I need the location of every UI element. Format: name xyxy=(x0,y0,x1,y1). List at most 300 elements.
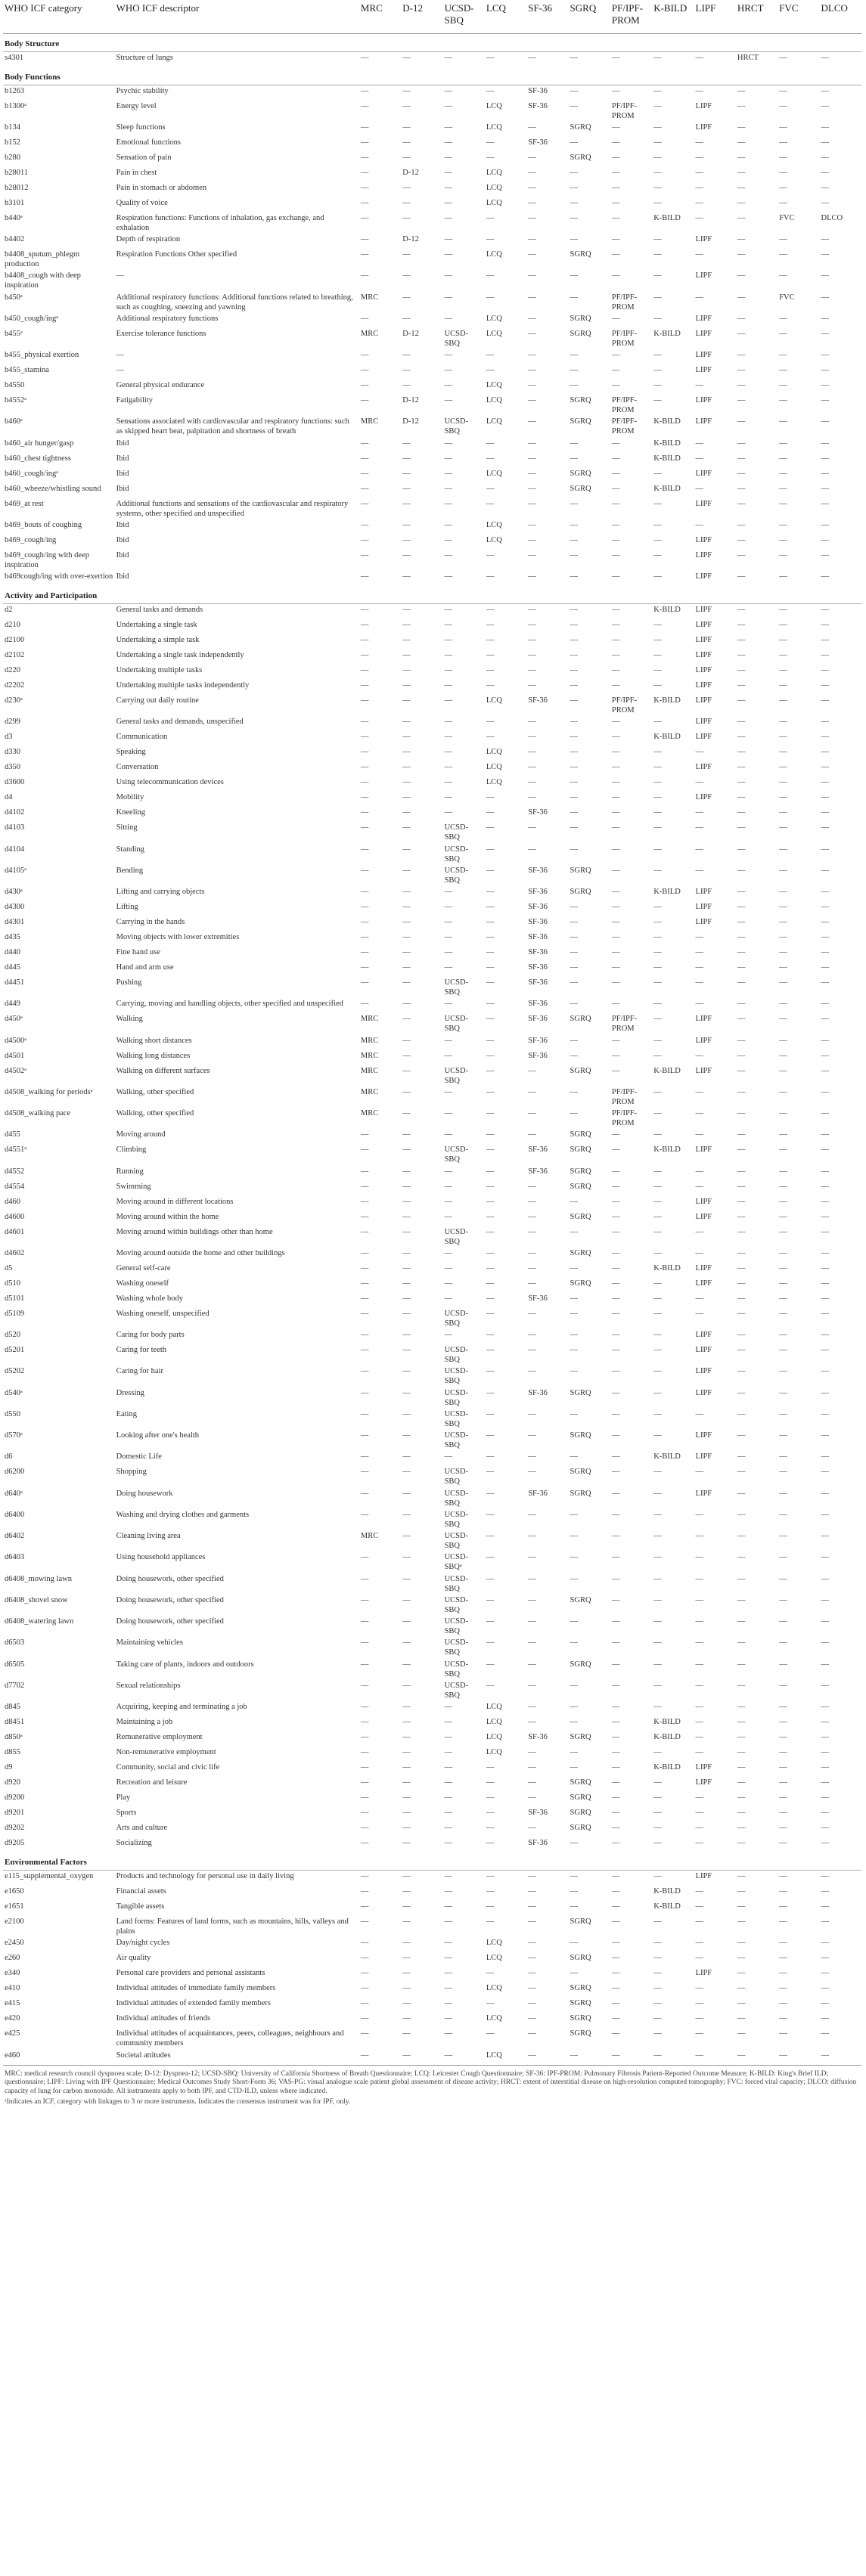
instrument-cell: — xyxy=(360,1182,369,1191)
instrument-cell: — xyxy=(611,198,620,207)
instrument-cell: — xyxy=(653,122,662,132)
instrument-cell: — xyxy=(444,1263,453,1273)
instrument-cell: — xyxy=(360,1872,369,1880)
instrument-cell: — xyxy=(821,1660,830,1669)
instrument-cell: — xyxy=(653,293,662,302)
instrument-cell: — xyxy=(653,1532,662,1540)
table-row xyxy=(3,1263,861,1278)
instrument-cell: — xyxy=(486,53,495,62)
instrument-cell: — xyxy=(486,1087,495,1096)
icf-descriptor-cell: Depth of respiration xyxy=(116,235,181,243)
footnote-a: ᵃIndicates an ICF, category with linkages to 3 or more instruments. Indicates the consensus instrument was for IPF, only. xyxy=(5,2098,351,2106)
instrument-cell: — xyxy=(821,1000,830,1009)
instrument-cell: — xyxy=(402,1595,411,1604)
instrument-cell: — xyxy=(653,1510,662,1519)
icf-descriptor-cell: Quality of voice xyxy=(116,198,168,207)
instrument-cell: — xyxy=(402,572,411,581)
instrument-cell: — xyxy=(402,122,411,132)
instrument-cell: — xyxy=(653,666,662,674)
instrument-cell: — xyxy=(611,550,620,560)
instrument-cell: — xyxy=(821,101,830,110)
table-row xyxy=(3,571,861,586)
instrument-cell: — xyxy=(611,1638,620,1648)
instrument-cell: — xyxy=(611,366,620,374)
instrument-cell: — xyxy=(402,1681,411,1690)
instrument-cell: MRC xyxy=(360,329,379,338)
instrument-cell: — xyxy=(737,1409,746,1418)
icf-descriptor-cell: Conversation xyxy=(116,763,159,772)
instrument-cell: — xyxy=(695,1595,704,1604)
table-row xyxy=(3,1792,861,1807)
icf-descriptor-cell: Doing housework, other specified xyxy=(116,1574,224,1583)
table-row xyxy=(3,197,861,212)
instrument-cell: — xyxy=(737,1763,746,1772)
instrument-cell: — xyxy=(737,1212,746,1221)
instrument-cell: — xyxy=(611,1809,620,1817)
instrument-cell: — xyxy=(444,1778,453,1787)
instrument-cell: — xyxy=(779,808,787,817)
icf-descriptor-cell: Energy level xyxy=(116,101,157,110)
instrument-cell: — xyxy=(737,454,746,463)
instrument-cell: — xyxy=(737,845,746,854)
instrument-cell: — xyxy=(779,1388,787,1397)
icf-descriptor-cell: Moving around within buildings other than home xyxy=(116,1227,273,1236)
instrument-cell: — xyxy=(737,535,746,544)
instrument-cell: — xyxy=(402,918,411,926)
instrument-cell: — xyxy=(444,138,453,147)
instrument-cell: K-BILD xyxy=(653,696,681,705)
instrument-cell: — xyxy=(402,1197,411,1206)
instrument-cell: — xyxy=(611,1839,620,1847)
icf-category-cell: d220 xyxy=(5,666,20,674)
icf-descriptor-cell: Financial assets xyxy=(116,1887,166,1896)
instrument-cell: — xyxy=(486,439,495,448)
instrument-cell: — xyxy=(653,2029,662,2038)
instrument-cell: SGRQ xyxy=(570,417,591,426)
instrument-cell: — xyxy=(737,2029,746,2038)
instrument-cell: — xyxy=(486,454,495,463)
instrument-cell: — xyxy=(570,778,579,787)
instrument-cell: — xyxy=(402,183,411,192)
instrument-cell: — xyxy=(528,1763,536,1772)
instrument-cell: — xyxy=(444,808,453,817)
instrument-cell: — xyxy=(402,1660,411,1669)
instrument-cell: — xyxy=(402,469,411,478)
instrument-cell: SGRQ xyxy=(570,1984,591,1993)
instrument-cell: — xyxy=(486,1595,495,1604)
instrument-cell: — xyxy=(821,1638,830,1648)
instrument-cell: — xyxy=(611,1197,620,1206)
instrument-cell: — xyxy=(779,1824,787,1832)
instrument-cell: — xyxy=(695,213,704,222)
instrument-cell: — xyxy=(821,535,830,544)
instrument-cell: — xyxy=(737,1109,746,1118)
instrument-cell: LCQ xyxy=(486,520,502,529)
icf-descriptor-cell: Moving around xyxy=(116,1130,166,1139)
icf-descriptor-cell: Carrying in the hands xyxy=(116,918,185,926)
instrument-cell: — xyxy=(444,1109,453,1118)
instrument-cell: — xyxy=(821,1388,830,1397)
instrument-cell: K-BILD xyxy=(653,1066,681,1075)
instrument-cell: — xyxy=(611,138,620,147)
instrument-cell: — xyxy=(653,138,662,147)
instrument-cell: LCQ xyxy=(486,314,502,323)
instrument-cell: — xyxy=(695,293,704,302)
instrument-cell: — xyxy=(821,396,830,405)
instrument-cell: — xyxy=(779,250,787,259)
instrument-cell: — xyxy=(570,86,579,95)
instrument-cell: — xyxy=(653,933,662,941)
instrument-cell: — xyxy=(821,1574,830,1583)
instrument-cell: K-BILD xyxy=(653,1452,681,1462)
instrument-cell: — xyxy=(737,1051,746,1060)
instrument-cell: SGRQ xyxy=(570,1660,591,1669)
table-row xyxy=(3,1659,861,1680)
instrument-cell: LIPF xyxy=(695,621,712,629)
instrument-cell: — xyxy=(486,1015,495,1024)
instrument-cell: — xyxy=(737,1000,746,1009)
instrument-cell: — xyxy=(821,1839,830,1847)
icf-category-cell: d455 xyxy=(5,1130,20,1139)
instrument-cell: — xyxy=(779,621,787,629)
instrument-cell: — xyxy=(528,2014,536,2023)
table-row xyxy=(3,2013,861,2028)
instrument-cell: — xyxy=(528,153,536,162)
instrument-cell: — xyxy=(737,1489,746,1498)
instrument-cell: — xyxy=(402,1638,411,1648)
instrument-cell: — xyxy=(611,1872,620,1880)
instrument-cell: LIPF xyxy=(695,666,712,674)
instrument-cell: — xyxy=(737,606,746,614)
instrument-cell: — xyxy=(444,499,453,508)
instrument-cell: — xyxy=(360,381,369,389)
instrument-cell: — xyxy=(653,250,662,259)
instrument-cell: — xyxy=(486,1917,495,1926)
instrument-cell: — xyxy=(779,845,787,854)
instrument-cell: — xyxy=(570,499,579,508)
instrument-cell: — xyxy=(695,1574,704,1583)
instrument-cell: LIPF xyxy=(695,1197,712,1206)
instrument-cell: — xyxy=(611,484,620,493)
instrument-cell: SF-36 xyxy=(528,101,548,110)
icf-category-cell: b455ᵃ xyxy=(5,329,23,338)
icf-category-cell: d449 xyxy=(5,1000,20,1009)
instrument-cell: — xyxy=(528,1331,536,1339)
instrument-cell: — xyxy=(402,1824,411,1832)
instrument-cell: — xyxy=(486,1294,495,1303)
instrument-cell: — xyxy=(444,520,453,529)
instrument-cell: — xyxy=(653,1051,662,1060)
instrument-cell: SGRQ xyxy=(570,250,591,259)
instrument-cell: LIPF xyxy=(695,1346,712,1354)
instrument-cell: — xyxy=(528,1917,536,1926)
instrument-cell: — xyxy=(779,1999,787,2008)
instrument-cell: — xyxy=(402,1984,411,1993)
instrument-cell: — xyxy=(360,198,369,207)
instrument-cell: — xyxy=(653,1939,662,1948)
instrument-cell: LIPF xyxy=(695,396,712,405)
instrument-cell: UCSD-SBQ xyxy=(444,1532,469,1551)
instrument-cell: — xyxy=(737,1553,746,1562)
instrument-cell: — xyxy=(821,454,830,463)
instrument-cell: — xyxy=(611,748,620,757)
instrument-cell: — xyxy=(444,293,453,302)
instrument-cell: — xyxy=(779,636,787,644)
instrument-cell: — xyxy=(695,845,704,854)
icf-descriptor-cell: Cleaning living area xyxy=(116,1532,181,1540)
instrument-cell: — xyxy=(611,314,620,323)
icf-category-cell: e1651 xyxy=(5,1902,24,1911)
instrument-cell: SGRQ xyxy=(570,2029,591,2038)
instrument-cell: — xyxy=(486,1051,495,1060)
instrument-cell: — xyxy=(737,748,746,757)
icf-category-cell: e410 xyxy=(5,1984,20,1993)
table-row xyxy=(3,2028,861,2049)
instrument-cell: — xyxy=(486,1638,495,1648)
instrument-cell: — xyxy=(779,1212,787,1221)
instrument-cell: — xyxy=(570,1409,579,1418)
instrument-cell: — xyxy=(821,439,830,448)
instrument-cell: LCQ xyxy=(486,1984,502,1993)
instrument-cell: — xyxy=(737,1263,746,1273)
instrument-cell: — xyxy=(737,499,746,508)
instrument-cell: — xyxy=(359,2050,401,2066)
instrument-cell: — xyxy=(737,1279,746,1288)
instrument-cell: K-BILD xyxy=(653,1263,681,1273)
icf-category-cell: e2100 xyxy=(5,1917,24,1926)
instrument-cell: — xyxy=(737,1872,746,1880)
instrument-cell: — xyxy=(821,1887,830,1896)
instrument-cell: — xyxy=(528,1248,536,1257)
instrument-cell: — xyxy=(528,1532,536,1540)
instrument-cell: SF-36 xyxy=(528,1294,548,1303)
icf-descriptor-cell: Individual attitudes of immediate family members xyxy=(116,1984,276,1993)
instrument-cell: SF-36 xyxy=(528,866,548,875)
instrument-cell: — xyxy=(695,1130,704,1139)
icf-category-cell: d3600 xyxy=(5,778,25,787)
icf-category-cell: e425 xyxy=(5,2029,20,2038)
icf-category-cell: b450_cough/ingᵃ xyxy=(5,314,59,323)
instrument-cell: — xyxy=(486,793,495,802)
icf-descriptor-cell: Remunerative employment xyxy=(116,1733,203,1741)
table-row xyxy=(3,1248,861,1263)
instrument-cell: — xyxy=(779,696,787,705)
icf-category-cell: d6200 xyxy=(5,1468,25,1477)
instrument-cell: — xyxy=(402,1036,411,1045)
instrument-cell: — xyxy=(486,918,495,926)
instrument-cell: — xyxy=(779,1718,787,1726)
instrument-cell: — xyxy=(695,1409,704,1418)
instrument-cell: — xyxy=(486,681,495,690)
instrument-cell: — xyxy=(779,1066,787,1075)
instrument-cell: — xyxy=(821,366,830,374)
instrument-cell: — xyxy=(737,183,746,192)
instrument-cell: — xyxy=(528,1595,536,1604)
instrument-cell: — xyxy=(528,823,536,832)
instrument-cell: — xyxy=(821,1999,830,2008)
instrument-cell: — xyxy=(653,2014,662,2023)
table-row xyxy=(3,1466,861,1487)
instrument-cell: SGRQ xyxy=(570,888,591,896)
table-row xyxy=(3,1293,861,1308)
instrument-cell: PF/IPF-PROM xyxy=(611,293,638,312)
instrument-cell: — xyxy=(611,1130,620,1139)
instrument-cell: — xyxy=(570,636,579,644)
instrument-cell: — xyxy=(486,366,495,374)
instrument-cell: — xyxy=(737,520,746,529)
instrument-cell: — xyxy=(486,1999,495,2008)
instrument-cell: — xyxy=(444,1748,453,1756)
instrument-cell: — xyxy=(695,520,704,529)
instrument-cell: — xyxy=(611,1066,620,1075)
instrument-cell: — xyxy=(737,963,746,972)
table-row xyxy=(3,962,861,977)
instrument-cell: — xyxy=(821,1167,830,1176)
instrument-cell: — xyxy=(486,1279,495,1288)
instrument-cell: LIPF xyxy=(695,314,712,323)
icf-descriptor-cell: Walking long distances xyxy=(116,1051,191,1060)
instrument-cell: — xyxy=(360,1294,369,1303)
instrument-cell: — xyxy=(360,520,369,529)
instrument-cell: — xyxy=(611,606,620,614)
instrument-cell: SGRQ xyxy=(570,1015,591,1024)
instrument-cell: — xyxy=(444,1999,453,2008)
instrument-cell: — xyxy=(821,1409,830,1418)
instrument-cell: — xyxy=(444,696,453,705)
instrument-cell: — xyxy=(779,1917,787,1926)
instrument-cell: — xyxy=(821,978,830,987)
section-row xyxy=(3,33,861,51)
icf-descriptor-cell: Sensation of pain xyxy=(116,153,172,162)
table-row xyxy=(3,901,861,916)
instrument-cell: — xyxy=(695,978,704,987)
instrument-cell: — xyxy=(779,351,787,359)
instrument-cell: — xyxy=(528,1574,536,1583)
instrument-cell: — xyxy=(737,1681,746,1690)
instrument-cell: — xyxy=(695,250,704,259)
instrument-cell: D-12 xyxy=(402,417,419,426)
instrument-cell: — xyxy=(486,933,495,941)
instrument-cell: — xyxy=(779,1130,787,1139)
instrument-cell: — xyxy=(779,1733,787,1741)
instrument-cell: — xyxy=(611,271,620,281)
instrument-cell: — xyxy=(360,535,369,544)
instrument-cell: — xyxy=(570,1763,579,1772)
icf-category-cell: d6408_mowing lawn xyxy=(5,1574,72,1583)
instrument-cell: — xyxy=(360,122,369,132)
instrument-cell: — xyxy=(611,1346,620,1354)
instrument-cell: — xyxy=(779,1887,787,1896)
icf-category-cell: b460_air hunger/gasp xyxy=(5,439,74,448)
instrument-cell: — xyxy=(653,1309,662,1318)
instrument-cell: — xyxy=(444,2014,453,2023)
instrument-cell: — xyxy=(611,213,620,222)
instrument-cell: — xyxy=(611,823,620,832)
instrument-cell: — xyxy=(402,1510,411,1519)
instrument-cell: — xyxy=(653,681,662,690)
table-row xyxy=(3,438,861,453)
instrument-cell: LIPF xyxy=(695,681,712,690)
instrument-cell: — xyxy=(360,778,369,787)
icf-descriptor-cell: Moving objects with lower extremities xyxy=(116,933,240,941)
instrument-cell: — xyxy=(360,1227,369,1236)
instrument-cell: — xyxy=(528,2029,536,2038)
instrument-cell: — xyxy=(486,153,495,162)
instrument-cell: — xyxy=(611,888,620,896)
icf-category-cell: d4502ᵃ xyxy=(5,1066,27,1075)
instrument-cell: — xyxy=(444,1984,453,1993)
icf-descriptor-cell: General physical endurance xyxy=(116,381,205,389)
icf-descriptor-cell: Additional functions and sensations of the cardiovascular and respiratory systems, other specified and unspecified xyxy=(116,499,349,518)
icf-category-cell: d4552 xyxy=(5,1167,25,1176)
instrument-cell: — xyxy=(611,1182,620,1191)
instrument-cell: — xyxy=(570,1309,579,1318)
instrument-cell: — xyxy=(360,1793,369,1802)
instrument-cell: — xyxy=(653,651,662,659)
instrument-cell: — xyxy=(402,1574,411,1583)
instrument-cell: — xyxy=(821,1087,830,1096)
icf-category-cell: b28012 xyxy=(5,183,29,192)
icf-descriptor-cell: Using telecommunication devices xyxy=(116,778,224,787)
instrument-cell: — xyxy=(821,948,830,956)
icf-descriptor-cell: Walking short distances xyxy=(116,1036,192,1045)
instrument-cell: FVC xyxy=(779,213,795,222)
instrument-cell: — xyxy=(737,978,746,987)
icf-descriptor-cell: Sports xyxy=(116,1809,137,1817)
instrument-cell: — xyxy=(570,1887,579,1896)
instrument-cell: — xyxy=(444,888,453,896)
instrument-cell: — xyxy=(737,1197,746,1206)
instrument-cell: — xyxy=(486,1660,495,1669)
table-row xyxy=(3,1807,861,1822)
instrument-cell: — xyxy=(611,1902,620,1911)
instrument-cell: — xyxy=(444,469,453,478)
icf-category-cell: b28011 xyxy=(5,168,29,177)
instrument-cell: — xyxy=(528,1999,536,2008)
instrument-cell: — xyxy=(611,1718,620,1726)
instrument-cell: — xyxy=(653,469,662,478)
instrument-cell: — xyxy=(821,86,830,95)
instrument-cell: — xyxy=(402,1000,411,1009)
icf-descriptor-cell: Day/night cycles xyxy=(116,1939,170,1948)
icf-descriptor-cell: Maintaining vehicles xyxy=(116,1638,183,1648)
instrument-cell: MRC xyxy=(360,1066,379,1075)
instrument-cell: — xyxy=(360,1309,369,1318)
instrument-cell: — xyxy=(528,454,536,463)
instrument-cell: — xyxy=(653,572,662,581)
instrument-cell: — xyxy=(444,1809,453,1817)
instrument-cell: — xyxy=(570,1681,579,1690)
table-row xyxy=(3,1329,861,1344)
instrument-cell: — xyxy=(402,763,411,772)
instrument-cell: SF-36 xyxy=(528,808,548,817)
icf-category-cell: d5101 xyxy=(5,1294,25,1303)
icf-category-cell: b1263 xyxy=(5,86,25,95)
table-row xyxy=(3,1451,861,1466)
instrument-cell: — xyxy=(611,1763,620,1772)
instrument-cell: — xyxy=(570,1902,579,1911)
instrument-cell: — xyxy=(611,621,620,629)
instrument-cell: — xyxy=(402,1331,411,1339)
instrument-cell: LCQ xyxy=(486,1939,502,1948)
instrument-cell: — xyxy=(737,718,746,727)
icf-category-cell: d4501 xyxy=(5,1051,25,1060)
icf-descriptor-cell: Eating xyxy=(116,1409,137,1418)
instrument-cell: UCSD-SBQ xyxy=(444,1638,469,1657)
instrument-cell: — xyxy=(821,918,830,926)
instrument-cell: — xyxy=(779,763,787,772)
instrument-cell: — xyxy=(611,168,620,177)
